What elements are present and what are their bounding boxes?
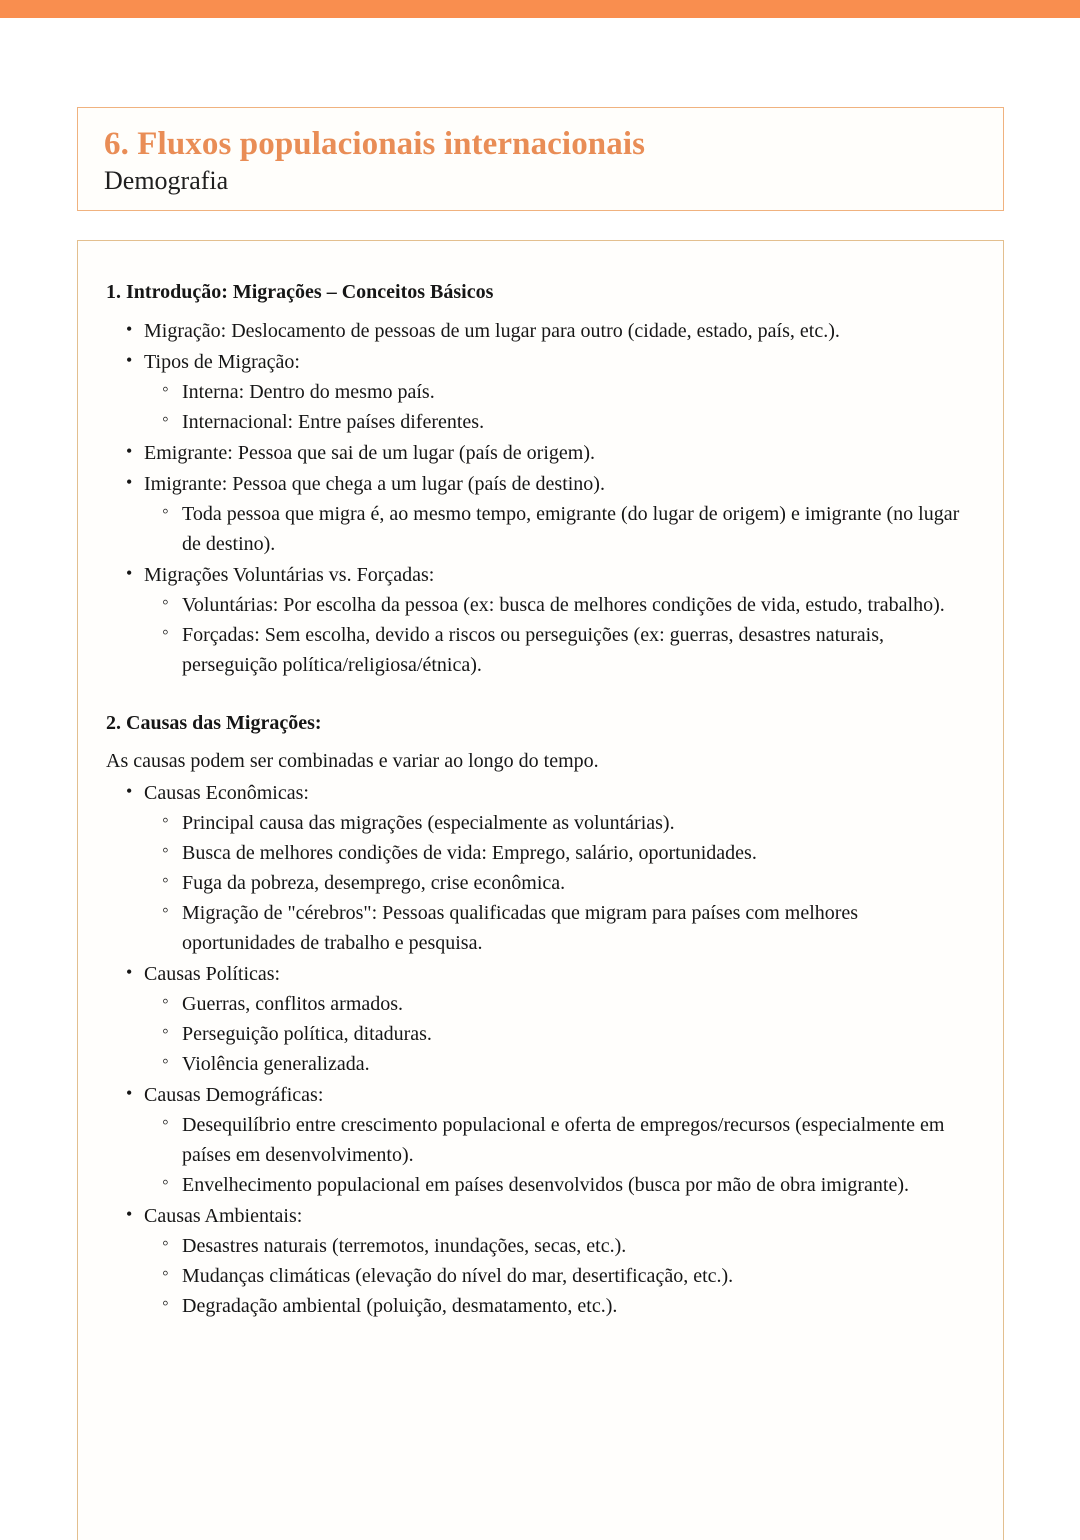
sub-list-item: [144, 838, 975, 868]
sub-list-item: [144, 407, 975, 437]
section-heading-1: 1. Introdução: Migrações – Conceitos Básicos: [106, 281, 494, 303]
document-content-box: [77, 240, 1004, 1540]
list-item: [106, 316, 975, 346]
sub-list-item: [144, 499, 975, 559]
list-item-text: • Emigrante: Pessoa que sai de um lugar (país de origem).: [144, 438, 975, 468]
sub-list-item: [144, 808, 975, 838]
sub-list-item-text: ◦ Migração de "cérebros": Pessoas qualificadas que migram para países com melhores oportunidades de trabalho e pesquisa.: [182, 898, 975, 958]
list-item-text: • Migração: Deslocamento de pessoas de um lugar para outro (cidade, estado, país, etc.).: [144, 316, 975, 346]
sub-list: [144, 808, 975, 958]
sub-list: [144, 499, 975, 559]
sub-list: [144, 590, 975, 680]
list-item: [106, 438, 975, 468]
list-item: [106, 347, 975, 437]
list-item: [106, 1080, 975, 1200]
sub-list-item: [144, 868, 975, 898]
sub-list-item-text: ◦ Violência generalizada.: [182, 1049, 975, 1079]
accent-bar-top: [0, 0, 1080, 18]
list-item-text: • Causas Políticas:: [144, 959, 975, 989]
list-item-text: • Causas Econômicas:: [144, 778, 975, 808]
list-item: [106, 1201, 975, 1321]
sub-list-item: [144, 1231, 975, 1261]
sub-list-item-text: ◦ Desequilíbrio entre crescimento populacional e oferta de empregos/recursos (especialmente em países em desenvolvimento).: [182, 1110, 975, 1170]
sub-list-item-text: ◦ Guerras, conflitos armados.: [182, 989, 975, 1019]
section-2-list: [106, 778, 975, 1321]
list-item-text: • Tipos de Migração:: [144, 347, 975, 377]
list-item: [106, 778, 975, 958]
sub-list-item-text: ◦ Envelhecimento populacional em países desenvolvidos (busca por mão de obra imigrante).: [182, 1170, 975, 1200]
page-subtitle: Demografia: [104, 165, 229, 195]
page-title: 6. Fluxos populacionais internacionais: [104, 126, 646, 162]
sub-list-item: [144, 898, 975, 958]
sub-list-item: [144, 1019, 975, 1049]
document-header-box: [77, 107, 1004, 211]
sub-list-item-text: ◦ Forçadas: Sem escolha, devido a riscos ou perseguições (ex: guerras, desastres naturais, perseguição política/religiosa/étnica).: [182, 620, 975, 680]
sub-list-item-text: ◦ Busca de melhores condições de vida: Emprego, salário, oportunidades.: [182, 838, 975, 868]
sub-list-item-text: ◦ Toda pessoa que migra é, ao mesmo tempo, emigrante (do lugar de origem) e imigrante (no lugar de destino).: [182, 499, 975, 559]
sub-list: [144, 989, 975, 1079]
sub-list-item-text: ◦ Interna: Dentro do mesmo país.: [182, 377, 975, 407]
list-item: [106, 560, 975, 680]
sub-list: [144, 1231, 975, 1321]
sub-list: [144, 377, 975, 437]
list-item: [106, 469, 975, 559]
list-item-text: • Imigrante: Pessoa que chega a um lugar (país de destino).: [144, 469, 975, 499]
sub-list-item-text: ◦ Principal causa das migrações (especialmente as voluntárias).: [182, 808, 975, 838]
sub-list-item: [144, 989, 975, 1019]
sub-list-item-text: ◦ Perseguição política, ditaduras.: [182, 1019, 975, 1049]
sub-list-item: [144, 1170, 975, 1200]
list-item-text: • Causas Ambientais:: [144, 1201, 975, 1231]
section-heading-2: 2. Causas das Migrações:: [106, 712, 322, 734]
list-item-text: • Causas Demográficas:: [144, 1080, 975, 1110]
list-item-text: • Migrações Voluntárias vs. Forçadas:: [144, 560, 975, 590]
section-2-intro-paragraph: As causas podem ser combinadas e variar ao longo do tempo.: [106, 750, 599, 772]
sub-list-item-text: ◦ Mudanças climáticas (elevação do nível do mar, desertificação, etc.).: [182, 1261, 975, 1291]
sub-list-item: [144, 620, 975, 680]
sub-list-item-text: ◦ Voluntárias: Por escolha da pessoa (ex: busca de melhores condições de vida, estudo, trabalho).: [182, 590, 975, 620]
sub-list-item: [144, 377, 975, 407]
document-page: [0, 18, 1080, 1528]
list-item: [106, 959, 975, 1079]
section-1-list: [106, 316, 975, 680]
sub-list-item-text: ◦ Internacional: Entre países diferentes.: [182, 407, 975, 437]
sub-list-item: [144, 1049, 975, 1079]
sub-list-item: [144, 1291, 975, 1321]
sub-list-item: [144, 590, 975, 620]
sub-list-item-text: ◦ Degradação ambiental (poluição, desmatamento, etc.).: [182, 1291, 975, 1321]
sub-list-item: [144, 1110, 975, 1170]
sub-list: [144, 1110, 975, 1200]
sub-list-item-text: ◦ Desastres naturais (terremotos, inundações, secas, etc.).: [182, 1231, 975, 1261]
sub-list-item: [144, 1261, 975, 1291]
sub-list-item-text: ◦ Fuga da pobreza, desemprego, crise econômica.: [182, 868, 975, 898]
